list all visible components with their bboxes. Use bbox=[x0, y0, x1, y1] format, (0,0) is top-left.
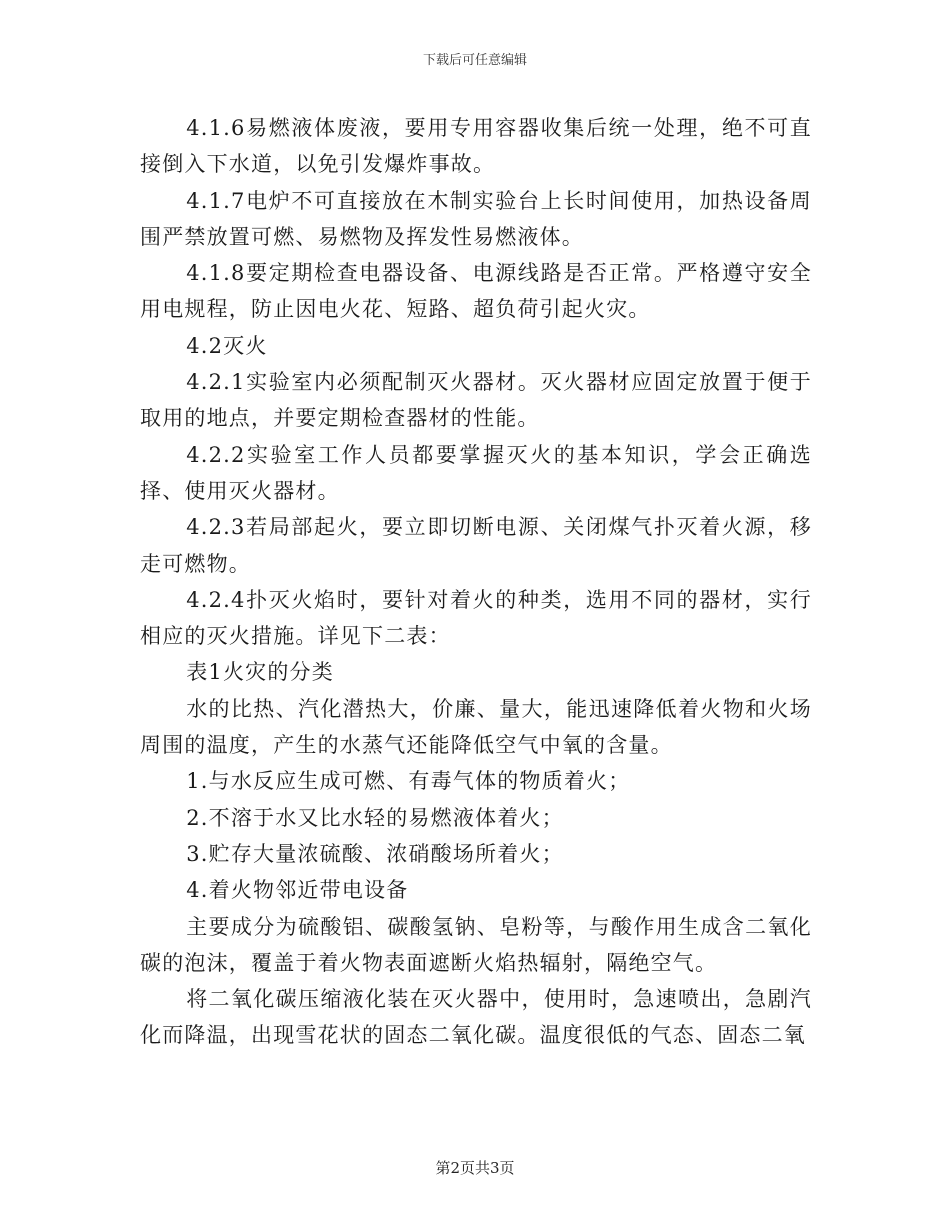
list-item: 4.着火物邻近带电设备 bbox=[186, 878, 409, 903]
paragraph-co2: 将二氧化碳压缩液化装在灭火器中，使用时，急速喷出，急剧汽化而降温，出现雪花状的固态二氧化碳。温度很低的气态、固态二氧 bbox=[140, 987, 812, 1048]
paragraph-4-1-7: 4.1.7电炉不可直接放在木制实验台上长时间使用，加热设备周围严禁放置可燃、易燃物及挥发性易燃液体。 bbox=[140, 188, 812, 249]
paragraph-foam: 主要成分为硫酸铝、碳酸氢钠、皂粉等，与酸作用生成含二氧化碳的泡沫，覆盖于着火物表面遮断火焰热辐射，隔绝空气。 bbox=[140, 914, 812, 975]
table-caption: 表1火灾的分类 bbox=[186, 660, 334, 685]
paragraph-4-2-4: 4.2.4扑灭火焰时，要针对着火的种类，选用不同的器材，实行相应的灭火措施。详见下二表： bbox=[140, 587, 812, 649]
list-item: 3.贮存大量浓硫酸、浓硝酸场所着火； bbox=[186, 841, 564, 866]
paragraph-4-1-6: 4.1.6易燃液体废液，要用专用容器收集后统一处理，绝不可直接倒入下水道，以免引发爆炸事故。 bbox=[140, 116, 812, 177]
paragraph-4-1-8: 4.1.8要定期检查电器设备、电源线路是否正常。严格遵守安全用电规程，防止因电火花、短路、超负荷引起火灾。 bbox=[140, 261, 812, 322]
section-heading-4-2: 4.2灭火 bbox=[186, 333, 268, 358]
page-header: 下载后可任意编辑 bbox=[422, 53, 527, 68]
paragraph-4-2-2: 4.2.2实验室工作人员都要掌握灭火的基本知识，学会正确选择、使用灭火器材。 bbox=[140, 442, 812, 503]
page-footer: 第2页共3页 bbox=[435, 1159, 515, 1177]
paragraph-4-2-1: 4.2.1实验室内必须配制灭火器材。灭火器材应固定放置于便于取用的地点，并要定期检查器材的性能。 bbox=[140, 370, 812, 431]
document-body bbox=[140, 110, 812, 1054]
paragraph-4-2-3: 4.2.3若局部起火，要立即切断电源、关闭煤气扑灭着火源，移走可燃物。 bbox=[140, 515, 812, 576]
list-item: 1.与水反应生成可燃、有毒气体的物质着火； bbox=[186, 769, 631, 794]
list-item: 2.不溶于水又比水轻的易燃液体着火； bbox=[186, 805, 564, 830]
paragraph-water: 水的比热、汽化潜热大，价廉、量大，能迅速降低着火物和火场周围的温度，产生的水蒸气还能降低空气中氧的含量。 bbox=[140, 696, 812, 758]
